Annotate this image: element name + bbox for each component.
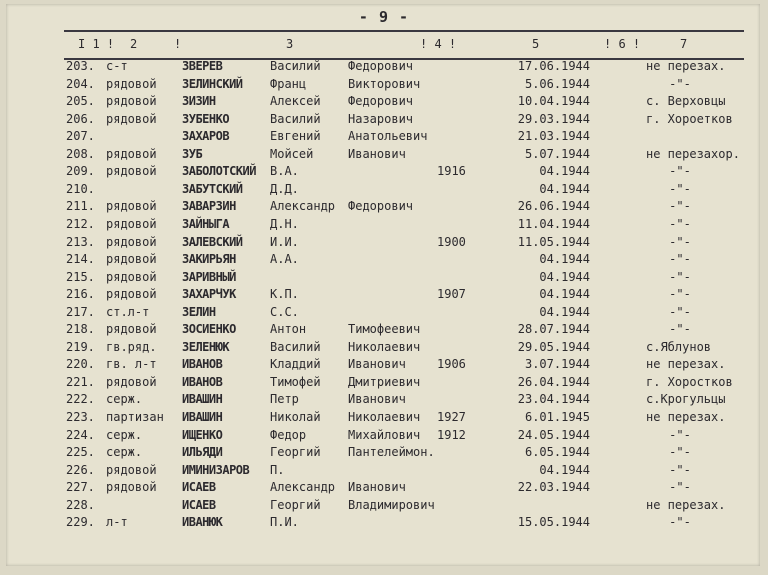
- row-number: 208.: [66, 146, 95, 161]
- row-number: 203.: [66, 59, 95, 73]
- death-date: 26.04.1944: [517, 374, 590, 389]
- first-name: Александр: [270, 199, 336, 214]
- table-row: [0, 392, 768, 409]
- table-row: [0, 340, 768, 357]
- death-date: 6.01.1945: [524, 410, 590, 424]
- death-date: 04.1944: [539, 164, 590, 179]
- military-rank: рядовой: [106, 322, 157, 337]
- header-col-2: 2: [130, 37, 138, 51]
- death-date: 26.06.1944: [517, 199, 590, 214]
- burial-note: с.Крогульцы: [646, 392, 726, 407]
- patronymic: Пантелеймон.: [348, 445, 435, 460]
- burial-note: -"-: [669, 304, 691, 319]
- header-col-5: 5: [532, 37, 540, 51]
- first-name: И.И.: [270, 234, 299, 249]
- surname: ЗЕЛИНСКИЙ: [182, 76, 243, 91]
- header-col-7: 7: [680, 37, 688, 51]
- patronymic: Иванович: [348, 357, 406, 372]
- first-name: Георгий: [270, 497, 321, 512]
- surname: ЗАЙНЫГА: [182, 216, 230, 231]
- death-date: 5.06.1944: [524, 76, 590, 91]
- first-name: П.: [270, 462, 285, 477]
- burial-note: -"-: [669, 445, 691, 460]
- table-row: [0, 199, 768, 216]
- header-col-6: ! 6 !: [604, 37, 641, 51]
- patronymic: Федорович: [348, 199, 414, 214]
- military-rank: рядовой: [106, 164, 157, 179]
- military-rank: партизан: [106, 410, 164, 424]
- row-number: 216.: [66, 287, 95, 302]
- table-row: [0, 410, 768, 427]
- death-date: 23.04.1944: [517, 392, 590, 407]
- header-sep-1: !: [174, 37, 182, 51]
- birth-year: 1927: [437, 410, 466, 424]
- burial-note: -"-: [669, 199, 691, 214]
- surname: ИСАЕВ: [182, 497, 216, 512]
- death-date: 21.03.1944: [517, 129, 590, 144]
- surname: ИМИНИЗАРОВ: [182, 462, 250, 477]
- birth-year: 1912: [437, 427, 466, 442]
- table-row: [0, 164, 768, 181]
- table-row: [0, 428, 768, 445]
- burial-note: -"-: [669, 427, 691, 442]
- first-name: Николай: [270, 410, 321, 424]
- row-number: 229.: [66, 515, 95, 530]
- military-rank: гв.ряд.: [106, 339, 157, 354]
- military-rank: рядовой: [106, 480, 157, 495]
- page-number: - 9 -: [358, 8, 410, 26]
- first-name: Василий: [270, 111, 321, 126]
- surname: ИВАНОВ: [182, 374, 223, 389]
- patronymic: Иванович: [348, 480, 406, 495]
- burial-note: -"-: [669, 181, 691, 196]
- first-name: Георгий: [270, 445, 321, 460]
- first-name: К.П.: [270, 287, 299, 302]
- row-number: 218.: [66, 322, 95, 337]
- surname: ИЛЬЯДИ: [182, 445, 223, 460]
- death-date: 29.05.1944: [517, 339, 590, 354]
- military-rank: рядовой: [106, 234, 157, 249]
- first-name: Антон: [270, 322, 307, 337]
- burial-note: г. Хоростков: [646, 374, 733, 389]
- burial-note: г. Хороетков: [646, 111, 733, 126]
- patronymic: Тимофеевич: [348, 322, 421, 337]
- military-rank: гв. л-т: [106, 357, 157, 372]
- first-name: Петр: [270, 392, 299, 407]
- table-row: [0, 59, 768, 76]
- death-date: 11.05.1944: [517, 234, 590, 249]
- row-number: 226.: [66, 462, 95, 477]
- military-rank: рядовой: [106, 111, 157, 126]
- patronymic: Николаевич: [348, 410, 421, 424]
- military-rank: рядовой: [106, 216, 157, 231]
- row-number: 228.: [66, 497, 95, 512]
- military-rank: рядовой: [106, 146, 157, 161]
- patronymic: Викторович: [348, 76, 421, 91]
- header-col-4: ! 4 !: [420, 37, 457, 51]
- surname: ЗИЗИН: [182, 94, 216, 109]
- burial-note: -"-: [669, 480, 691, 495]
- row-number: 215.: [66, 269, 95, 284]
- burial-note: -"-: [669, 216, 691, 231]
- first-name: Евгений: [270, 129, 321, 144]
- table-row: [0, 270, 768, 287]
- burial-note: с. Верховцы: [646, 94, 726, 109]
- surname: ИВАШИН: [182, 410, 223, 424]
- table-row: [0, 217, 768, 234]
- surname: ЗАБУТСКИЙ: [182, 181, 243, 196]
- surname: ИВАШИН: [182, 392, 223, 407]
- surname: ЗОСИЕНКО: [182, 322, 236, 337]
- surname: ЗВЕРЕВ: [182, 59, 223, 73]
- row-number: 207.: [66, 129, 95, 144]
- table-row: [0, 480, 768, 497]
- first-name: Федор: [270, 427, 307, 442]
- row-number: 213.: [66, 234, 95, 249]
- row-number: 222.: [66, 392, 95, 407]
- death-date: 5.07.1944: [524, 146, 590, 161]
- military-rank: рядовой: [106, 374, 157, 389]
- table-row: [0, 252, 768, 269]
- military-rank: рядовой: [106, 199, 157, 214]
- death-date: 6.05.1944: [524, 445, 590, 460]
- first-name: Александр: [270, 480, 336, 495]
- first-name: Д.Н.: [270, 216, 299, 231]
- table-row: [0, 515, 768, 532]
- death-date: 04.1944: [539, 304, 590, 319]
- first-name: Мойсей: [270, 146, 314, 161]
- military-rank: рядовой: [106, 287, 157, 302]
- row-number: 205.: [66, 94, 95, 109]
- table-row: [0, 445, 768, 462]
- military-rank: л-т: [106, 515, 128, 530]
- table-row: [0, 305, 768, 322]
- table-row: [0, 147, 768, 164]
- row-number: 211.: [66, 199, 95, 214]
- row-number: 210.: [66, 181, 95, 196]
- surname: ЗАХАРОВ: [182, 129, 230, 144]
- burial-note: не перезах.: [646, 410, 726, 424]
- patronymic: Назарович: [348, 111, 414, 126]
- burial-note: -"-: [669, 269, 691, 284]
- surname: ИСАЕВ: [182, 480, 216, 495]
- burial-note: -"-: [669, 287, 691, 302]
- surname: ЗАХАРЧУК: [182, 287, 236, 302]
- table-row: [0, 322, 768, 339]
- table-row: [0, 129, 768, 146]
- burial-note: -"-: [669, 164, 691, 179]
- surname: ЗЕЛИН: [182, 304, 216, 319]
- row-number: 223.: [66, 410, 95, 424]
- military-rank: серж.: [106, 427, 143, 442]
- death-date: 04.1944: [539, 287, 590, 302]
- burial-note: -"-: [669, 252, 691, 267]
- burial-note: -"-: [669, 462, 691, 477]
- military-rank: рядовой: [106, 76, 157, 91]
- military-rank: с-т: [106, 59, 128, 73]
- table-row: [0, 375, 768, 392]
- patronymic: Владимирович: [348, 497, 435, 512]
- table-row: [0, 77, 768, 94]
- surname: ЗЕЛЕНЮК: [182, 339, 230, 354]
- surname: ЗАВАРЗИН: [182, 199, 236, 214]
- military-rank: рядовой: [106, 252, 157, 267]
- first-name: Д.Д.: [270, 181, 299, 196]
- surname: ЗАЛЕВСКИЙ: [182, 234, 243, 249]
- row-number: 214.: [66, 252, 95, 267]
- death-date: 17.06.1944: [517, 59, 590, 73]
- first-name: В.А.: [270, 164, 299, 179]
- table-row: [0, 498, 768, 515]
- birth-year: 1906: [437, 357, 466, 372]
- burial-note: не перезах.: [646, 497, 726, 512]
- row-number: 227.: [66, 480, 95, 495]
- table-row: [0, 287, 768, 304]
- row-number: 219.: [66, 339, 95, 354]
- row-number: 225.: [66, 445, 95, 460]
- surname: ЗАКИРЬЯН: [182, 252, 236, 267]
- patronymic: Федорович: [348, 59, 414, 73]
- death-date: 28.07.1944: [517, 322, 590, 337]
- death-date: 15.05.1944: [517, 515, 590, 530]
- patronymic: Анатольевич: [348, 129, 428, 144]
- military-rank: рядовой: [106, 462, 157, 477]
- row-number: 206.: [66, 111, 95, 126]
- row-number: 212.: [66, 216, 95, 231]
- military-rank: серж.: [106, 392, 143, 407]
- death-date: 04.1944: [539, 269, 590, 284]
- table-row: [0, 112, 768, 129]
- birth-year: 1907: [437, 287, 466, 302]
- table-row: [0, 463, 768, 480]
- row-number: 204.: [66, 76, 95, 91]
- patronymic: Федорович: [348, 94, 414, 109]
- military-rank: серж.: [106, 445, 143, 460]
- patronymic: Николаевич: [348, 339, 421, 354]
- burial-note: -"-: [669, 234, 691, 249]
- row-number: 220.: [66, 357, 95, 372]
- burial-note: с.Яблунов: [646, 339, 712, 354]
- death-date: 24.05.1944: [517, 427, 590, 442]
- first-name: Василий: [270, 59, 321, 73]
- header-col-3: 3: [286, 37, 294, 51]
- patronymic: Иванович: [348, 392, 406, 407]
- surname: ИЩЕНКО: [182, 427, 223, 442]
- birth-year: 1916: [437, 164, 466, 179]
- surname: ЗАРИВНЫЙ: [182, 269, 236, 284]
- surname: ИВАНОВ: [182, 357, 223, 372]
- burial-note: -"-: [669, 322, 691, 337]
- first-name: П.И.: [270, 515, 299, 530]
- table-row: [0, 357, 768, 374]
- table-header: [64, 30, 744, 60]
- death-date: 29.03.1944: [517, 111, 590, 126]
- death-date: 04.1944: [539, 462, 590, 477]
- table-row: [0, 94, 768, 111]
- patronymic: Дмитриевич: [348, 374, 421, 389]
- surname: ЗУБЕНКО: [182, 111, 230, 126]
- death-date: 10.04.1944: [517, 94, 590, 109]
- surname: ЗАБОЛОТСКИЙ: [182, 164, 256, 179]
- military-rank: рядовой: [106, 94, 157, 109]
- patronymic: Иванович: [348, 146, 406, 161]
- burial-note: не перезахор.: [646, 146, 740, 161]
- death-date: 22.03.1944: [517, 480, 590, 495]
- first-name: Тимофей: [270, 374, 321, 389]
- first-name: С.С.: [270, 304, 299, 319]
- first-name: Кладдий: [270, 357, 321, 372]
- death-date: 11.04.1944: [517, 216, 590, 231]
- first-name: Василий: [270, 339, 321, 354]
- burial-note: -"-: [669, 76, 691, 91]
- first-name: Франц: [270, 76, 307, 91]
- burial-note: не перезах.: [646, 357, 726, 372]
- patronymic: Михайлович: [348, 427, 421, 442]
- surname: ИВАНЮК: [182, 515, 223, 530]
- military-rank: рядовой: [106, 269, 157, 284]
- row-number: 221.: [66, 374, 95, 389]
- first-name: Алексей: [270, 94, 321, 109]
- death-date: 04.1944: [539, 252, 590, 267]
- row-number: 209.: [66, 164, 95, 179]
- table-row: [0, 235, 768, 252]
- death-date: 3.07.1944: [524, 357, 590, 372]
- first-name: А.А.: [270, 252, 299, 267]
- surname: ЗУБ: [182, 146, 203, 161]
- table-row: [0, 182, 768, 199]
- row-number: 224.: [66, 427, 95, 442]
- burial-note: -"-: [669, 515, 691, 530]
- birth-year: 1900: [437, 234, 466, 249]
- death-date: 04.1944: [539, 181, 590, 196]
- row-number: 217.: [66, 304, 95, 319]
- header-col-1: I 1 !: [78, 37, 115, 51]
- burial-note: не перезах.: [646, 59, 726, 73]
- military-rank: ст.л-т: [106, 304, 150, 319]
